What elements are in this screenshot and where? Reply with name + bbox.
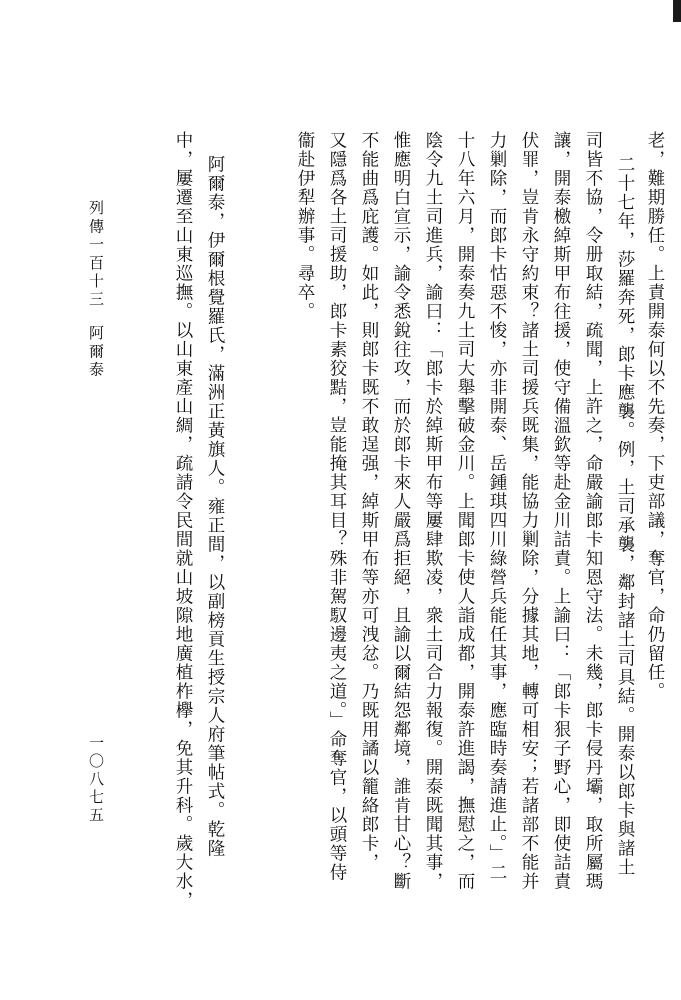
text-column-5: 伏罪，豈肯永守約束？諸土司援兵既集，能協力剿除，分據其地，轉可相安；若諸部不能并 — [519, 131, 539, 891]
running-head-chapter: 列傳一百十三 — [87, 200, 105, 310]
running-head-name: 阿爾泰 — [87, 325, 105, 380]
text-column-9: 惟應明白宣示，諭令悉銳往攻，而於郎卡來人嚴爲拒絕，且諭以爾結怨鄰境，誰肯甘心？斷 — [391, 131, 411, 891]
text-column-11: 又隱爲各土司援助，郎卡素狡黠，豈能掩其耳目？殊非駕馭邊夷之道。」命奪官，以頭等侍 — [327, 131, 347, 883]
text-column-12: 衞赴伊犁辦事。尋卒。 — [295, 131, 315, 321]
text-column-2: 二十七年，莎羅奔死，郎卡應襲。例，土司承襲，鄰封諸土司具結。開泰以郎卡與諸土 — [615, 155, 635, 877]
text-column-3: 司皆不協，令册取結，疏聞，上許之，命嚴諭郎卡知恩守法。未幾，郎卡侵丹壩，取所屬瑪 — [583, 131, 603, 891]
text-column-8: 陰令九土司進兵，諭曰：「郎卡於綽斯甲布等屢肆欺凌，衆土司合力報復。開泰既聞其事， — [423, 131, 443, 891]
text-column-7: 十八年六月，開泰奏九土司大舉擊破金川。上聞郎卡使人詣成都，開泰許進謁，撫慰之，而 — [455, 131, 475, 891]
text-column-13: 阿爾泰，伊爾根覺羅氏，滿洲正黃旗人。雍正間，以副榜貢生授宗人府筆帖式。乾隆 — [205, 155, 225, 858]
text-column-10: 不能曲爲庇護。如此，則郎卡既不敢逞强，綽斯甲布等亦可洩忿。乃既用譎以籠絡郎卡， — [359, 131, 379, 872]
text-column-14: 中，屢遷至山東巡撫。以山東產山綢，疏請令民間就山坡隙地廣植柞欅，免其升科。歲大水， — [173, 131, 193, 910]
text-column-6: 力剿除，而郎卡怙惡不悛，亦非開泰、岳鍾琪四川綠營兵能任其事，應臨時奏請進止。」二 — [487, 131, 507, 883]
page-corner-mark — [673, 0, 681, 22]
text-column-4: 讓，開泰檄綽斯甲布往援，使守備溫欽等赴金川詰責。上諭曰：「郎卡狠子野心，即使詰責 — [551, 131, 571, 891]
text-column-1: 老，難期勝任。上責開泰何以不先奏，下吏部議，奪官，命仍留任。 — [645, 131, 665, 701]
page-number: 一〇八七五 — [87, 735, 105, 825]
